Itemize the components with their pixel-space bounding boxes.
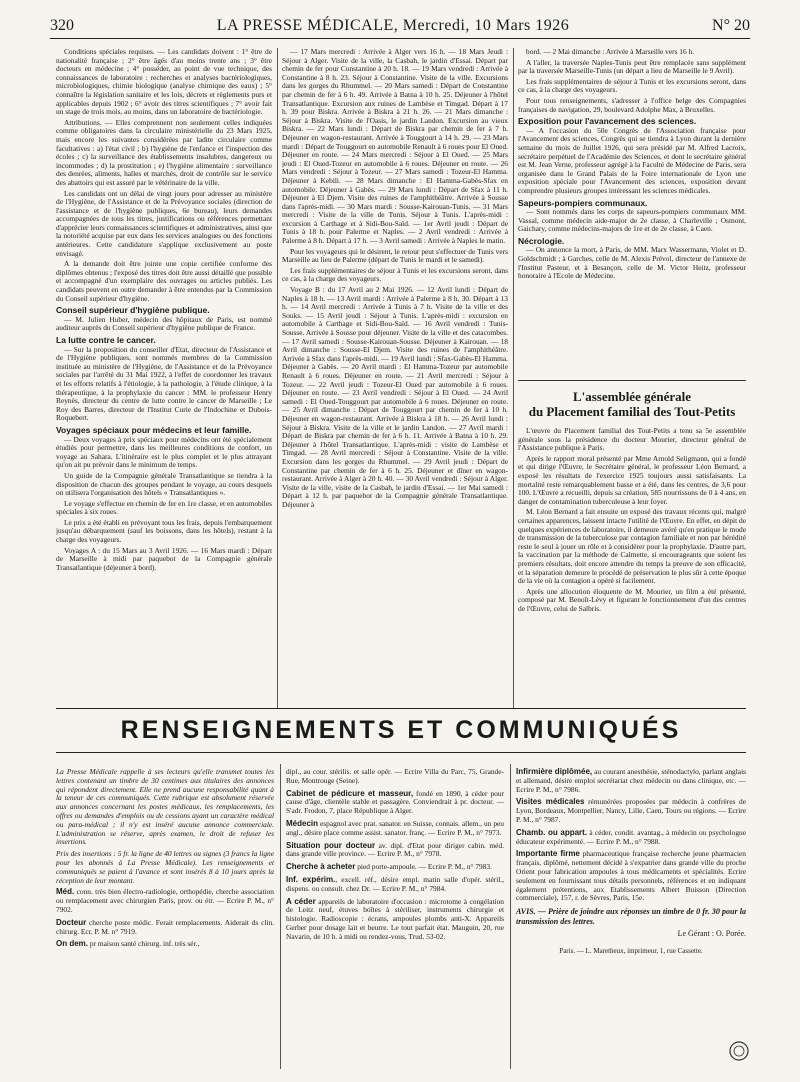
- page-header: [50, 14, 750, 39]
- classified-ad: [516, 850, 746, 903]
- paragraph: Pour les voyageurs qui le désirent, le retour peut s'effectuer de Tunis vers Marseille au lieu de Palerme (départ de Tunis le mardi et le samedi).: [282, 246, 508, 265]
- classified-ad: [56, 940, 274, 949]
- classified-ad: [286, 820, 504, 838]
- column-divider: [513, 48, 514, 708]
- section-heading: La lutte contre le cancer.: [56, 335, 156, 345]
- column-3: [518, 48, 746, 378]
- avis-notice: AVIS. — Prière de joindre aux réponses un timbre de 0 fr. 30 pour la transmission des lettres.: [516, 907, 746, 926]
- section-text: — Deux voyages à prix spéciaux pour médecins ont été spécialement étudiés pour permettre, dans les meilleures conditions de confort, un voyage au Sahara. L'itinéraire est le plus complet et le plus attrayant qu'on ait pu prévoir dans le minimum de temps.: [56, 434, 272, 470]
- ad-text: av. dipl. d'Etat pour diriger cabin. méd. dans grande ville province. — Ecrire P. M., n° 7978.: [286, 840, 504, 859]
- section-heading: Voyages spéciaux pour médecins et leur famille.: [56, 424, 252, 435]
- classified-ad: [286, 898, 504, 942]
- section-heading: Sapeurs-pompiers communaux.: [518, 197, 648, 208]
- paragraph: bord. — 2 Mai dimanche : Arrivée à Marseille vers 16 h.: [526, 48, 695, 56]
- article-title: [518, 380, 746, 419]
- ad-text: dipl., au cour. stérilis. et salle opér. — Ecrire Villa du Parc, 75, Grande-Rue, Montrouge (Seine).: [286, 768, 504, 785]
- ad-lead: Situation pour docteur: [286, 840, 376, 850]
- ad-lead: Importante firme: [516, 849, 580, 859]
- paragraph: A la demande doit être jointe une copie certifiée conforme des diplômes obtenus ; l'exposé des titres doit être aussi détaillé que possible et accompagné d'un exemplaire des ouvrages ou articles publiés. Les candidats peuvent en outre demander à être entendus par la Commission du Conseil supérieur d'hygiène.: [56, 259, 272, 303]
- paragraph: Le prix a été établi en prévoyant tous les frais, depuis l'embarquement jusqu'au débarquement (sauf les boissons, dans les hôtels), restant à la charge des voyageurs.: [56, 517, 272, 545]
- classified-ad: [56, 919, 274, 937]
- classified-ad: [516, 768, 746, 794]
- notice-prix: Prix des insertions : 5 fr. la ligne de 40 lettres ou signes (3 francs la ligne pour les abonnés à La Presse Médicale). Les renseignements et communiqués se paient à l'avance et sont insérés 8 à 10 jours après la réception de leur montant.: [56, 849, 274, 885]
- classified-ad: [516, 798, 746, 824]
- gerant-signature: Le Gérant : O. Porée.: [677, 929, 746, 939]
- paragraph: Voyage B : du 17 Avril au 2 Mai 1926. — 12 Avril lundi : Départ de Naples à 18 h. — 13 Avril mardi : Arrivée à Palerme à 8 h. 30. Départ à 13 h. — 14 Avril mercredi : Arrivée à Tunis à 7 h. Visite de la ville et des Souks. — 15 Avril jeudi : Séjour à Tunis. L'après-midi : excursion en automobile à Carthage et Sidi-Bou-Saïd. — 16 Avril vendredi : Tunis-Sousse. Arrivée à Sousse pour déjeuner. Visite de la ville et des catacombes. — 17 Avril samedi : Sousse-Kairouan-Sousse. Déjeuner à Kairouan. — 18 Avril dimanche : Sousse-El Djem. Visite des ruines de l'amphithéâtre. Arrivée à Sfax dans l'après-midi. — 19 Avril lundi : Sfax-Gabès-El Hamma. Déjeuner à Gabès. — 20 Avril mardi : El Hamma-Tozeur par automobile Renault à 6 roues. Déjeuner en route. — 21 Avril mercredi : Séjour à Tozeur. — 22 Avril jeudi : Tozeur-El Oued par automobile à 6 roues. Déjeuner en route. — 23 Avril vendredi : Séjour à El Oued. — 24 Avril samedi : El Oued-Touggourt par automobile à 6 roues. Déjeuner en route. — 25 Avril dimanche : Départ de Touggourt par chemin de fer à 10 h. Déjeuner en wagon-restaurant. Arrivée à Biskra à 18 h. — 26 Avril lundi : Séjour à Biskra. Visite de la ville et le jardin Landon. — 27 Avril mardi : Départ de Biskra par chemin de fer à 6 h. 11. Arrivée à Batna à 10 h. 29. Déjeuner à l'hôtel Transatlantique. L'après-midi : visite de Lambèse et Timgad. — 28 Avril mercredi : Séjour à Constantine. Visite de la ville. Excursion dans les gorges du Rhummel. — 29 Avril jeudi : Départ de Constantine par chemin de fer à 6 h. 25. Déjeuner et dîner en wagon-restaurant. Arrivée à Alger à 20 h. 40. — 30 Avril vendredi : Séjour à Alger. Visite de la ville, visite de la Casbah, le jardin d'Essai. — 1er Mai samedi : Départ à 12 h. par paquebot de la Compagnie générale Transatlantique. Déjeuner à: [282, 285, 508, 509]
- paragraph: L'œuvre du Placement familial des Tout-Petits a tenu sa 5e assemblée générale sous la présidence du docteur Mourier, directeur général de l'Assistance publique à Paris.: [518, 426, 746, 453]
- ad-lead: Visites médicales: [516, 797, 585, 807]
- renseignements-column-2: [286, 768, 504, 1068]
- classified-ad: [286, 790, 504, 816]
- classified-ad: [516, 829, 746, 847]
- column-2: [282, 48, 508, 708]
- paragraph: Voyages A : du 15 Mars au 3 Avril 1926. — 16 Mars mardi : Départ de Marseille à midi par paquebot de la Compagnie générale Transatlantique (déjeuner à bord).: [56, 545, 272, 572]
- paragraph: Après une allocution éloquente de M. Mourier, un film a été présenté, composé par M. Benoît-Lévy et figurant le fonctionnement d'un des centres de l'Œuvre, celui de Salbris.: [518, 586, 746, 613]
- paragraph: Conditions spéciales requises. — Les candidats doivent : 1° être de nationalité française ; 2° être âgés d'au moins trente ans ; 3° être docteurs en médecine ; 4° posséder, au point de vue technique, des connaissances de laboratoire : recherches et analyses bactériologiques, microbiologiques, chimie biologique (analyse chimique des eaux) ; 5° connaître la législation sanitaire et les lois, décrets et règlements purs et applicables depuis 1902 ; 6° avoir des titres scientifiques ; 7° avoir fait un stage de trois mois, au moins, dans un laboratoire de bactériologie.: [56, 48, 272, 117]
- ad-text: à céder, condit. avantag., à médecin ou psychologue éducateur expérimenté. — Ecrire P. M., n° 7988.: [516, 827, 746, 846]
- ad-lead: On dem.: [56, 939, 89, 949]
- ad-lead: Inf. expérim.: [286, 874, 336, 884]
- section-heading: Conseil supérieur d'hygiène publique.: [56, 305, 210, 316]
- ad-lead: Infirmière diplômée,: [516, 768, 593, 776]
- paragraph: Attributions. — Elles comprennent non seulement celles indiquées comme obligatoires dans la circulaire ministérielle du 23 Mars 1925, mais encore les suivantes considérées par ladite circulaire comme facultatives : a) l'état civil ; b) l'hygiène de l'enfance et l'inspection des écoles ; c) la surveillance des établissements insalubres, dangereux ou incommodes ; d) la prostitution ; e) l'hygiène alimentaire : surveillance des denrées, aliments, halles et marchés, droit de contrôle sur le service des abattoirs qui est assuré par le vétérinaire de la ville.: [56, 117, 272, 187]
- ad-text: fondé en 1890, à céder pour cause d'âge, clientèle stable et passagère. Conviendrait à pr. docteur. — S'adr. Frodon, 7, place République à Alger.: [286, 788, 504, 816]
- classified-ad: [56, 888, 274, 914]
- column-divider: [277, 48, 278, 708]
- ad-text: au courant anesthésie, sténodactylo, parlant anglais et allemand, désire emploi secrétariat chez médecin ou dans clinique, etc. — Ecrire P. M., n° 7986.: [516, 768, 746, 794]
- ad-text: , excell. réf., désire empl. matin salle d'opér. stéril., dispens. ou consult. chez Dr. — Ecrire P. M., n° 7984.: [286, 874, 504, 893]
- paragraph: Les frais supplémentaires de séjour à Tunis et les excursions seront, dans ce cas, à la charge des voyageurs.: [518, 76, 746, 95]
- library-stamp-icon: [728, 1040, 750, 1062]
- section-divider: [56, 708, 746, 709]
- ad-lead: Cherche à acheter: [286, 862, 356, 872]
- classified-ad: [286, 768, 504, 786]
- section-text: — A l'occasion du 50e Congrès de l'Association française pour l'Avancement des sciences, Congrès qui se tiendra à Lyon durant la dernière semaine du mois de Juillet 1926, qui sera présidé par M. Alfred Lacroix, secrétaire perpétuel de l'Académie des Sciences, et dont le secrétaire général est M. Jean Verne, professeur agrégé à la Faculté de Médecine de Paris, sera organisée dans le Grand Palais de la Foire internationale de Lyon une exposition spéciale pour l'Avancement des sciences, exposition devant comprendre plusieurs groupes intéressant les sciences médicales.: [518, 125, 746, 195]
- page-number: 320: [50, 17, 74, 34]
- printer-line: Paris. — L. Maretheux, imprimeur, 1, rue Cassette.: [559, 946, 703, 955]
- classified-ad: [286, 876, 504, 894]
- paragraph: Pour tous renseignements, s'adresser à l'office belge des Compagnies françaises de navigation, 29, boulevard Adolphe Max, à Bruxelles.: [518, 95, 746, 114]
- paragraph: A l'aller, la traversée Naples-Tunis peut être remplacée sans supplément par la traversée Marseille-Tunis (un départ a lieu de Marseille le 9 Avril).: [518, 57, 746, 76]
- notice-intro: La Presse Médicale rappelle à ses lecteurs qu'elle transmet toutes les lettres contenant un timbre de 30 centimes aux titulaires des annonces qui répondent directement. Elle ne prend aucune responsabilité quant à la teneur de ces communiqués. Cette rubrique est absolument réservée aux annonces concernant les postes médicaux, les remplacements, les offres ou demandes d'emplois ou de cessions ayant un caractère médical ou para-médical ; il n'y est inséré aucune annonce commerciale. L'administration se réserve, après examen, le droit de refuser les insertions.: [56, 768, 274, 847]
- column-divider: [280, 764, 281, 1069]
- article-title-line: du Placement familial des Tout-Petits: [528, 404, 736, 419]
- column-1: [56, 48, 272, 708]
- section-text: — Sont nommés dans les corps de sapeurs-pompiers communaux MM. Vassal, comme médecin aide-major de 2e classe, à Charleville ; Osmont, Gaichary, comme médecins-majors de 1re et de 2e classe, à Caen.: [518, 207, 746, 234]
- column-divider: [510, 764, 511, 1069]
- paragraph: Après le rapport moral présenté par Mme Arnold Seligmann, qui a fondé et qui dirige l'Œuvre, le Secrétaire général, le professeur Léon Bernard, a exposé les résultats de l'exercice 1925 toujours aussi satisfaisants. La mortalité reste remarquablement basse et a été, dans les centres, de 3,6 pour 100. L'Œuvre a recueilli, depuis sa création, 585 nourrissons de 0 à 4 ans, en danger de contamination tuberculeuse à leur foyer.: [518, 453, 746, 506]
- section-heading: Nécrologie.: [518, 235, 565, 246]
- ad-text: pied porte-ampoule. — Ecrire P. M., n° 7983.: [357, 862, 492, 872]
- section-text: — On annonce la mort, à Paris, de MM. Marx Wassermann, Violet et D. Goldschmidt ; à Garches, celle de M. Alexis Prévol, directeur de l'annexe de l'Institut Pasteur, et à Besançon, celle de M. Victor Heitz, professeur honoraire à l'Ecole de Médecine.: [518, 245, 746, 281]
- ad-text: rémunérées proposées par médecin à confrères de Lyon, Bordeaux, Montpellier, Nancy, Lille, Caen, Tours ou régions. — Ecrire P. M., n° 7987.: [516, 797, 746, 824]
- section-text: — Sur la proposition du conseiller d'Etat, directeur de l'Assistance et de l'Hygiène publiques, sont nommés membres de la Commission instituée au ministère de l'Hygiène, de l'Assistance et de la Prévoyance sociales par l'arrêté du 31 Mai 1922, à l'effet de coordonner les travaux et les efforts relatifs à l'étiologie, à la pathologie, à l'étude clinique, à la thérapeutique, à la prophylaxie du cancer : MM. le professeur Henry Reynès, directeur du centre de lutte contre le cancer de Marseille ; Le Roy des Barres, directeur de l'Institut Curie de l'Indochine et Dubois-Roquebert.: [56, 344, 272, 423]
- ad-lead: Méd.: [56, 887, 75, 897]
- paragraph: Les frais supplémentaires de séjour à Tunis et les excursions seront, dans ce cas, à la charge des voyageurs.: [282, 265, 508, 284]
- issue-number: N° 20: [712, 17, 750, 34]
- paragraph: Les candidats ont un délai de vingt jours pour adresser au ministère de l'Hygiène, de l'Assistance et de la Prévoyance sociales (direction de l'assistance et de l'hygiène publiques, 6e bureau), leurs demandes accompagnées de tous les titres, justifications ou références permettant d'apprécier leurs connaissances scientifiques et administratives, ainsi que la notoriété acquise par eux dans les services analogues ou des fonctions antérieures. Cette candidature s'applique exclusivement au poste envisagé.: [56, 188, 272, 258]
- section-divider: [56, 752, 746, 753]
- ad-lead: Cabinet de pédicure et masseur,: [286, 788, 414, 798]
- ad-lead: A céder: [286, 896, 316, 906]
- paragraph: M. Léon Bernard a fait ensuite un exposé des travaux récents qui, malgré certaines apparences, laissent intacte l'utilité de l'Œuvre. En effet, en dépit de quelques expériences de laboratoire, il demeure avéré qu'en pratique le mode de transmission de la tuberculose par contagion familiale et non par hérédité reste le seul à jouer un rôle et à considérer pour la prophylaxie. D'autre part, la vaccination par la méthode de Calmette, si encourageants que soient les premiers résultats, doit encore attendre du temps la preuve de son efficacité, et la séparation demeure le procédé de préservation le plus sûr à cette époque de la vie où la contagion a opéré si facilement.: [518, 507, 746, 586]
- renseignements-title: RENSEIGNEMENTS ET COMMUNIQUÉS: [120, 716, 682, 744]
- paragraph: — 17 Mars mercredi : Arrivée à Alger vers 16 h. — 18 Mars Jeudi : Séjour à Alger. Visite de la ville, la Casbah, le jardin d'Essai. Départ par chemin de fer pour Constantine à 20 h. 18. — 19 Mars vendredi : Arrivée à Constantine à 8 h. 23. Séjour à Constantine. Visite de la ville. Excursions dans les gorges du Rhummel. — 20 Mars samedi : Départ de Constantine par chemin de fer à 6 h. 49. Arrivée à Batna à 10 h. 25. Déjeuner à l'hôtel Transatlantique. Excursion aux ruines de Lambèse et Timgad. Départ à 17 h. 39 pour Biskra. Arrivée à Biskra à 21 h. 26. — 21 Mars dimanche : Séjour à Biskra. Visite de l'Oasis, le jardin Landon. Excursion au vieux Biskra. — 22 Mars lundi : Départ de Biskra par chemin de fer à 7 h. Déjeuner en wagon-restaurant. Arrivée à Touggourt à 14 h. 29. — 23 Mars mardi : Départ de Touggourt en automobile Renault à 6 roues pour El Oued. Déjeuner en route. — 24 Mars mercredi : Séjour à El Oued. — 25 Mars jeudi : El Oued-Tozeur en automobile à 6 roues. Déjeuner en route. — 26 Mars vendredi : Séjour à Tozeur. — 27 Mars samedi : Tozeur-El Hamma. Déjeuner à Kebili. — 28 Mars dimanche : El Hamma-Gabès-Sfax en automobile. Déjeuner à Gabès. — 29 Mars lundi : Départ de Sfax à 11 h. Déjeuner à El Djem. Visite des ruines de l'amphithéâtre. Arrivée à Sousse dans l'après-midi. — 30 Mars mardi : Sousse-Kairouan-Tunis. — 31 Mars mercredi : Visite de la ville de Tunis. Séjour à Tunis. L'après-midi : excursion à Carthage et à Sidi-Bou-Saïd. — 1er Avril jeudi : Départ de Tunis à 18 h. pour Palerme et Naples. — 2 Avril vendredi : Arrivée à Palerme à 8 h. Départ à 17 h. — 3 Avril samedi : Arrivée à Naples le matin.: [282, 48, 508, 246]
- paragraph: Un guide de la Compagnie générale Transatlantique se tiendra à la disposition de chacun des groupes pendant le voyage, au cours desquels on utilisera l'organisation des hôtels « Transatlantiques ».: [56, 470, 272, 498]
- article-title-line: L'assemblée générale: [572, 389, 692, 404]
- ad-text: pharmaceutique française recherche jeune pharmacien français, diplômé, nettement décidé à s'expatrier dans grande ville du proche Orient pour fabrication ampoules à tous médicaments et spécialités. Ecrire seulement en fournissant tous détails personnels, références et en indiquant également prétentions, aux Etablissements Albert Buisson (Direction commerciale), 157, r. de Sèvres, Paris, 15e.: [516, 849, 746, 903]
- ad-lead: Médecin: [286, 818, 319, 828]
- ad-text: espagnol avec prat. sanator. en Suisse, connais. allem., un peu angl., désire place comme assist. sanator. franç. — Ecrire P. M., n° 7973.: [286, 818, 504, 837]
- renseignements-column-1: [56, 768, 274, 1068]
- ad-text: conn. très bien électro-radiologie, orthopédie, cherche association ou remplacement avec chirurgien Paris, prov. ou étr. — Ecrire P. M., n° 7902.: [56, 887, 274, 914]
- classified-ad: [286, 863, 504, 872]
- ad-lead: Docteur: [56, 917, 87, 927]
- ad-text: appareils de laboratoire d'occasion : microtome à congélation de Leitz neuf, étuves boîtes à stériliser, instruments chirurgie et histologie. Radioscopie : écrans, ampoules plombs anti-X. Appareils Gerber pour dosage lait et beurre. Le tout parfait état. Mauguin, 20, rue Navarin, de 10 h. à midi ou rendez-vous, Trud. 53-02.: [286, 896, 504, 941]
- ad-text: cherche poste médic. Ferait remplacements. Aiderait ds clin. chirurg. Ecr. P. M. n° 7919.: [56, 917, 274, 936]
- section-text: — M. Julien Huber, médecin des hôpitaux de Paris, est nommé auditeur auprès du Conseil supérieur d'hygiène publique de France.: [56, 314, 272, 333]
- section-heading: Exposition pour l'avancement des sciences.: [518, 116, 697, 127]
- assemblee-article: [518, 380, 746, 695]
- journal-title: LA PRESSE MÉDICALE, Mercredi, 10 Mars 1926: [216, 17, 570, 34]
- classified-ad: [286, 842, 504, 860]
- ad-lead: Chamb. ou appart.: [516, 827, 588, 837]
- renseignements-column-3: [516, 768, 746, 1068]
- ad-text: pr maison santé chirurg. inf. très sér.,: [89, 939, 200, 949]
- paragraph: Le voyage s'effectue en chemin de fer en 1re classe, et en automobiles spéciales à six roues.: [56, 498, 272, 517]
